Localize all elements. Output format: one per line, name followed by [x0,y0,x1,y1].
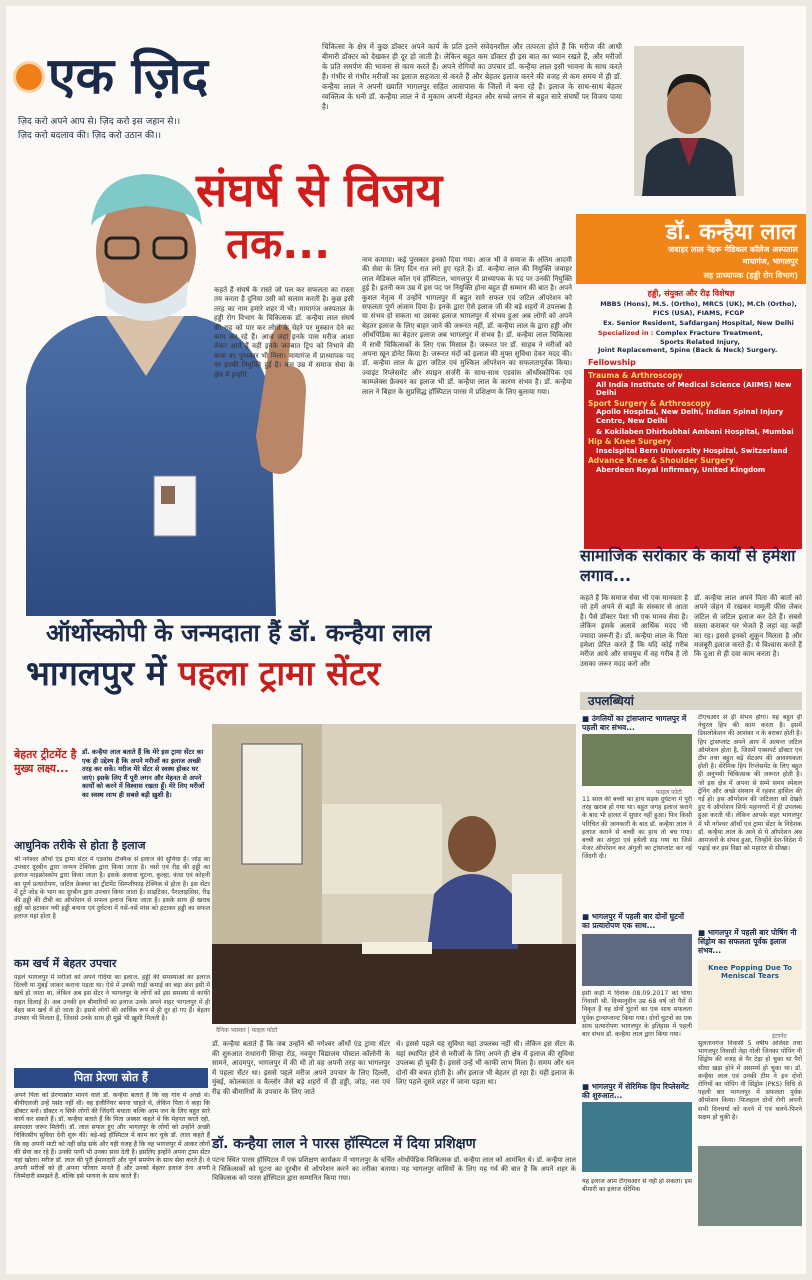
headline-line-2: तक... [226,219,331,268]
arthro-line-2b: पहला ट्रामा सेंटर [178,654,381,694]
fellowship-4-place: Inselspital Bern University Hospital, Switzerland [596,446,788,455]
clinic-caption-source: दैनिक भास्कर [216,1027,246,1034]
achievement-3-head: ■ भागलपुर में सेरिमिक हिप रिप्लेसमेंट की शुरुआत... [582,1082,689,1100]
profile-designation: सह प्राध्यापक (हड्डी रोग विभाग) [703,271,798,280]
achievement-right-photo [698,1146,802,1226]
fellowship-1-title: Trauma & Arthroscopy [588,371,683,380]
achievement-1-photo [582,734,692,786]
father-title: पिता प्रेरणा स्रोत हैं [74,1071,148,1084]
fellowship-5 [588,457,798,474]
fellowship-5-place: Aberdeen Royal Infirmary, United Kingdom [596,465,766,474]
achievement-1-caption: फाइल फोटो [656,789,682,796]
achievements-title: उपलब्धियां [588,694,634,708]
father-text: अपने पिता को प्रेरणास्रोत मानने वाले डॉ. कन्हैया बताते हैं कि वह गांव में अच्छे थे। बीपीएलजी उन्हें पसंद नहीं थी। वह इंजीनियर बनना चाहते थे, लेकिन पिता ने कहा कि डॉक्टर बनो। डॉक्टर न सिर्फ लोगों की जिंदगी बचाता बल्कि आम जन के लिए बहुत सारे कार्य कर सकते हैं। डॉ. कन्हैया बताते हैं कि पिता अक्सर कहते थे कि मेहनत करते रहो, सफलता जरूर मिलेगी। डॉ. लाल सफल हुए और भागलपुर के लोगों को उन्होंने अच्छी चिकित्सीय सुविधा देनी शुरू की। बड़े-बड़े हॉस्पिटल में काम कर चुके डॉ. लाल कहते हैं कि वह अपनी माटी को नहीं छोड़ सके और यही वजह है कि वह भागलपुर में आकर लोगों की सेवा कर रहे हैं। उनकी पत्नी भी उनका साथ देती है। इसलिए इन्होंने अपना ट्रामा सेंटर यहां खोला। मरीज डॉ. लाल की पूरी ईमानदारी और पूर्ण समर्पण के साथ सेवा करते हैं। वे अपनी मरीजों को ही अपना परिवार मानते हैं और उनको बेहतर इलाज देना अपनी जिम्मेदारी समझते हैं, बल्कि इसे भावना के साथ करते हैं। [14,1092,210,1180]
profile-degrees: MBBS (Hons), M.S. (Ortho), MRCS (UK), M.Ch (Ortho), FICS (USA), FIAMS, FCGP [600,300,797,317]
side-lead: बेहतर ट्रीटमेंट है मुख्य लक्ष्य... [14,748,77,775]
achievement-1-text: 11 साल की बच्ची का हाथ सड़क दुर्घटना में पूरी तरह खराब हो गया था। बहुत जगह इलाज कराने के बाद भी हालत में सुधार नहीं हुआ। फिर किसी परिचित की जानकारी के बाद डॉ. कन्हैया लाल ने इलाज कराने से बच्ची का हाथ तो बच गया। बच्ची का अंगूठा एवं हथेली सड़ गया था जिसे मेजर ऑपरेशन कर अंगुली का ट्रांसप्लांट कर नई जिंदगी दी। [582,796,692,861]
arthro-line-1: ऑर्थोस्कोपी के जन्मदाता हैं डॉ. कन्हैया लाल [46,619,432,647]
achievement-2-head: ■ भागलपुर में पहली बार दोनों घुटनों का प्रत्यारोपण एक साथ... [582,912,684,930]
achievement-3-photo [582,1102,692,1172]
achievement-3-text: यह इलाज आम टीएचआर से नहीं हो सकता। इस बीमारी का इलाज सेरेमिक [582,1178,692,1194]
knee-caption: इंटरनेट [772,1033,787,1040]
quote-bubble [82,748,210,834]
fellowship-label: Fellowship [588,358,636,367]
profile-specialized [598,329,803,355]
intro-paragraph: चिकित्सा के क्षेत्र में कुछ डॉक्टर अपने कार्य के प्रति इतने संवेदनशील और तत्परता होते हैं कि मरीज की आधी बीमारी डॉक्टर को देखकर ही दूर हो जाती है। लेकिन बहुत कम डॉक्टर ही इस बात का ध्यान रखते हैं, और मरीजों के प्रति समर्पण की भावना से काम करते हैं। अपने रोगियों का उपचार डॉ. कन्हैया लाल इसी भावना के साथ करते हैं। गंभीर से गंभीर मरीजों का इलाज सहजता से करते हैं और बेहतर इलाज करने की वजह से कम समय में ही डॉ. कन्हैया लाल ने अपनी ख्याति भागलपुर सहित आसपास के जिलों में बना रहे हैं। इलाज के साथ-साथ बेहतर व्यक्तित्व के धनी डॉ. कन्हैया लाल ने वे मुकाम अपनी मेहनत और सच्चे लगन से बहुत सारे संघर्षों पर विजय पाया है। [322,42,622,111]
knee-image [698,960,802,1030]
masthead-title: एक ज़िद [48,47,209,105]
modern-title: आधुनिक तरीके से होता है इलाज [14,839,146,852]
paras-title: डॉ. कन्हैया लाल ने पारस हॉस्पिटल में दिया प्रशिक्षण [212,1136,476,1152]
profile-name: डॉ. कन्हैया लाल [665,220,796,245]
sun-icon [16,64,42,90]
achievement-2-text: इसी कड़ी में दिनांक 08.09.2017 को घोघा निवासी श्री. दिव्यानुदीन उम्र 68 वर्ष जो पैरों में विकृत है वह दोनों घुटनों का एक साथ सफलता पूर्वक ट्रान्सप्लान्ट किया गया। दोनों घुटनों का एक साथ प्रत्यारोपण भागलपुर के इतिहास में पहली बार संभव डॉ. कन्हैया लाल द्वारा किया गया। [582,990,692,1039]
profile-specialized-1: Complex Fracture Treatment, [655,329,763,337]
clinic-caption: दैनिक भास्कर | फाइल फोटो [216,1027,278,1034]
masthead [6,6,318,156]
fellowship-2-place: Apollo Hospital, New Delhi, Indian Spinal Injury Centre, New Delhi [596,408,784,425]
profile-photo [634,46,744,196]
social-title: सामाजिक सरोकार के कार्यों से हमेशा लगाव... [580,546,796,585]
achievement-right-1: टीएचआर से ही संभव होगा। यह बहुत ही नेचुरल हिप की काम करता है। इसमें डिसलोकेशन की आशंका न के बराबर होती है। हिप ट्रांसप्लांट अपने आप में अत्यन्त जटिल ऑपरेशन होता है, जिसमें एक्सपर्ट डॉक्टर एवं टीम तथा बहुत बड़े सेटअप की आवश्यकता होती है। सेरेमिक हिप रिप्लेसमेंट के लिए बहुत ही अनुभवी चिकित्सक की जरूरत होती है। जो इस क्षेत्र में अपना से सम्मे समय स्पेशल ट्रेनिंग और अच्छे संस्थान में रहकर हासिल की गई हो। इस ऑपरेशन की जटिलता को देखते हुए ये ऑपरेशन सिर्फ महानगरों में ही उपलब्ध हुआ करती थी। लेकिन आपके शहर भागलपुर में भी नगेश्वर ऑर्थो एवं ट्रामा सेंटर के निदेशक डॉ. कन्हैया लाल के आने से ये ऑपरेशन अब आमजनों के संभव हुआ, जिन्होंने देश-विदेश में पढ़ाई कर इस विद्या को महारत से सीखा। [698,714,802,853]
fellowship-3 [588,428,798,437]
profile-specialized-2: Sports Related Injury, [660,337,741,346]
quote-text: डॉ. कन्हैया लाल बताते हैं कि मेरे इस ट्रामा सेंटर का एक ही उद्देश्य है कि अपने मरीजों का इलाज अच्छी तरह कर सकें। मरीज मेरे सेंटर से स्वस्थ होकर घर जाएं। इसके लिए मैं पूरी लगन और मेहनत से अपने कार्यों को करने में विश्वास रखता हूँ। मेरे लिए मरीजों का स्वस्थ लाभ ही सबसे बड़ी ख़ुशी है। [82,748,205,799]
cost-text: पहले भागलपुर में मरीजों को अपने गंदिया का इलाज, हड्डी की समस्याओं का इलाज दिल्ली या मुंबई जाकर कराना पड़ता था। ऐसे में उनकी गाढ़ी कमाई का बड़ा अंश इसी में खर्च हो जाता था, लेकिन अब इस सेंटर ने भागलपुर के लोगों को इस समस्या से काफी राहत दिलाई है। अब उनकी इन बीमारियों का इलाज उनके अपने शहर भागलपुर में ही बेहद कम खर्च में हो जाता है। इससे लोगों की आर्थिक रूप से ही दूर हो गए हैं। बेहतर उपचार भी मिलता है, जिससे उनके साथ ही मुझे भी ख़ुशी मिलती है। [14,974,210,1023]
profile-ex: Ex. Senior Resident, Safdarganj Hospital, New Delhi [603,319,794,327]
social-col-1: कहते हैं कि समाज सेवा भी एक मानवता है जो हमें अपने से बड़ों के संस्कार से आता है। पैसे डॉक्टर पेशा भी एक मानव सेवा है। लेकिन इसके अलावे आर्थिक मदद भी ज्यादा जरूरी है। डॉ. कन्हैया लाल के पिता हमेशा प्रेरित करते हैं कि यदि कोई गरीब मरीज आये और सचमुच में वह गरीब है तो उसका जरूर मदद करो और [580,594,688,668]
paras-text: पटना स्थित पारस हॉस्पिटल में एक प्रशिक्षण कार्यक्रम में भागलपुर के चर्चित ऑर्थोपेडिक चिकित्सक डॉ. कन्हैया लाल को आमंत्रित थे। डॉ. कन्हैया लाल ने चिकित्सकों को घुटना का दूरबीन से ऑपरेशन करने का तरीका बताया। यह भागलपुर वासियों के लिए यह गर्व की बात है कि अपने शहर के चिकित्सक को पारस हॉस्पिटल द्वारा सम्मानित किया गया। [212,1156,576,1183]
profile-specialty: हड्डी, संयुक्त और रीढ़ विशेषज्ञ [647,289,735,298]
knee-label: Knee Popping Due To Meniscal Tears [708,964,792,980]
masthead-tagline-2: ज़िद करो बदलाव की। ज़िद करो उठान की।। [18,131,162,141]
newspaper-page [6,6,806,1274]
clinic-photo [212,724,576,1024]
fellowship-2 [588,400,798,426]
fellowship-4-title: Hip & Knee Surgery [588,437,672,447]
masthead-tagline-1: ज़िद करो अपने आप से। ज़िद करो इस जहान से।। [18,117,181,127]
profile-place: मायागंज, भागलपुर [742,257,798,266]
fellowship-1-place: All India Institute of Medical Science (AIIMS) New Delhi [596,380,792,398]
profile-card [576,36,806,596]
fellowship-4 [588,438,798,455]
clinic-col-2: थे। इससे पहले यह सुविधा यहां उपलब्ध नहीं थी। लेकिन इस सेंटर के यहां स्थापित होने से मरीजों के लिए अपने ही क्षेत्र में इलाज की सुविधा उपलब्ध हो चुकी है। इससे उन्हें भी काफी लाभ मिला है। समय और धन दोनों की बचत होती है। और इलाज भी बेहतर हो रहा है। यही इलाज के लिए पहले दूसरे शहर में जाना पड़ता था। [396,1040,574,1087]
story-col-2: नाम कमाया। कई पुरस्कार इनको दिया गया। आज भी वे समाज के अंतिम आदमी की सेवा के लिए दिन रात लगे हुए रहते हैं। डॉ. कन्हैया लाल की नियुक्ति जवाहर लाल मेडिकल कॉल एवं हॉस्पिटल, भागलपुर में प्राध्यापक के पद पर उनकी नियुक्ति हुई है। इतनी कम उम्र में इस पद पर नियुक्ति होना बहुत ही सम्मान की बात है। अपने कुशल नेतृत्व में उन्होंने भागलपुर में बहुत सारे सफल एवं जटिल ऑपरेशन को सफलता पूर्ण अंजाम दिया है। इनके द्वारा ऐसे इलाज जी की बड़े शहरों में उपलब्ध है या संभव हो सकता था उसका इलाज भागलपुर में संभव हुआ अब लोगों को अपने बेहतर इलाज के लिए बाहर जाने की जरूरत नहीं, डॉ. कन्हैया लाल के द्वारा हड्डी और ऑर्थोपेडिक का बेहतर इलाज अब भागलपुर में संभव है। डॉ. कन्हैया लाल चिकित्सा में सभी चिकित्सकों के लिए एक मिसाल हैं। जरूरत पर डॉ. साहब ने मरीजों को अपना खून डोनेट किया है। जरूरत मंदों को इलाज की मुफ्त सुविधा देकर मदद की। डॉ. कन्हैया लाल के द्वारा जटिल एवं मुश्किल ऑपरेशन का सफलतापूर्वक किया। ज्वाइंट रिप्लेसमेंट और स्पाइन सर्जरी के साथ-साथ एडवांस ऑर्थोस्कोपिक एवं काम्प्लेक्स फ्रैक्चर का इलाज भी डॉ. कन्हैया लाल के कारण संभव है। डॉ. कन्हैया लाल ने बिहार के सुप्रसिद्ध हॉस्पिटल पारस में प्रशिक्षण के लिए बुलाया गया। [362,256,572,396]
cost-title: कम खर्च में बेहतर उपचार [14,957,117,970]
achievement-2-photo [582,934,692,986]
arthro-line-2a: भागलपुर में [26,654,167,694]
profile-specialized-label: Specialized in : [598,329,654,337]
achievement-right-2-text: सुलतानगंज निवासी 5 वर्षीय अलिसा तथा भागलपुर निवासी नेहा गोली जिनका पोपिंग नी सिंड्रोम की वजह से पैर टेढ़ा हो चुका था पैरों सीधा खड़ा होने में असमर्थ हो चुका था। डॉ. कन्हैया लाल एवं उनकी टीम ने इन दोनों रोगियों का पोपिंग नी सिंड्रोम (PKS) विधि से पहली बार भागलपुर में सफलता पूर्वक ऑपरेशन किया। फिलहाल दोनों रोगी अपनी सभी दिनचर्या को करने में एवं चलने-फिरने सक्षम हो चुकी है। [698,1040,802,1121]
social-col-2: डॉ. कन्हैया लाल अपने पिता की बातों को अपने जेहन में रखकर मामूली फीस लेकर जटिल से जटिल इलाज कर देते हैं। सबसे सस्ता कराकर घर भेजते हैं जहां वह कहीं का रह। इससे इनको शुकून मिलता है और मजबूरी इलाज करते हैं। ये विश्वास करते हैं कि दुआ से ही दवा काम करता है। [694,594,802,659]
achievement-1-head: ■ उंगलियों का ट्रांसप्लान्ट भागलपुर में पहली बार संभव... [582,714,687,732]
fellowship-2-title: Sport Surgery & Arthroscopy [588,398,711,408]
arthro-line-2 [26,654,586,694]
modern-text: श्री नगेश्वर ऑर्थो एंड ट्रामा सेंटर में एडवांस टेक्निक से इलाज की सुविधा है। जोड़ का उपचार दूरबीन द्वारा जन्मन टेक्निक द्वारा किया जाता है। नसों एवं रीढ़ की हड्डी का इलाज माइक्रोस्कोप द्वारा किया जाता है। इसके अलावा घुटना, कुल्हा, कंधा एवं कोहनी का पूर्ण प्रत्यारोपण, जटिल फ्रेक्चर का ट्रीटमेंट सिम्प्लीफाइ टेक्निक से होता है। इस सेंटर में टूटे जोड़ के भाग का दूरबीन द्वारा उपचार किया जाता है। साइटिका, पैरालाइसिस, रीढ़ की हड्डी की टीबी का ऑपरेशन से सफल इलाज किया जाता है। इसके साथ ही खराब हड्डी को हटाकर नयी हड्डी बनाना एवं दुर्घटना में नसें-नसें मांस को हटाकर हड्डी का सफल इलाज यहां होता है [14,856,210,921]
profile-college: जवाहर लाल नेहरू मेडिकल कॉलेज अस्पताल [668,245,798,254]
clinic-col-1: डॉ. कन्हैया बताते हैं कि जब उन्होंने श्री नगेश्वर ऑर्थो एंड ट्रामा सेंटर की शुरुआत राधारानी सिन्हा रोड, नवयुग विद्यालय पोस्टल कॉलोनी के सामने, आदमपुर, भागलपुर में की थी तो वह अपनी तरह का भागलपुर में पहला सेंटर था। इससे पहले मरीज अपने उपचार के लिए दिल्ली, मुंबई, कोलकाता व वैल्लोर जैसे बड़े शहरों में ही हड्डी, जोड़, नस एवं रीढ़ की बीमारियों के उपचार के लिए जाते [212,1040,390,1096]
fellowship-box [584,369,802,549]
story-col-1: कहते हैं संघर्ष के रास्ते जो पल कर सफलता का रास्ता तय करता है दुनिया उसी को सलाम करती है। कुछ इसी तरह का नाम हमारे शहर में भी। मायागंज अस्पताल के हड्डी रोग विभाग के चिकित्सक डॉ. कन्हैया लाल संघर्ष की राह को पार कर लोगों के चेहरे पर मुस्कान देने का काम कर रहे हैं। आज जहां इनके पास मरीज आशा लेकर आते हैं वहीं इनके जज्बात ट्रिप को निभाने की कला का पुरस्कार भी मिला। मायागंज में प्राध्यापक पद पर इनकी नियुक्ति हुई है। कम उम्र में समाज सेवा के क्षेत्र में इन्होंने [214,286,354,379]
profile-specialized-3: Joint Replacement, Spine (Back & Neck) Surgery. [598,346,778,354]
achievement-right-2-head: ■ भागलपुर में पहली बार पोषिंग नी सिंड्रोम का सफलता पूर्वक इलाज संभव... [698,928,797,955]
fellowship-5-title: Advance Knee & Shoulder Surgery [588,456,734,466]
fellowship-1 [588,372,798,398]
headline-line-1: संघर्ष से विजय [196,163,443,217]
fellowship-3-place: & Kokilaben Dhirbubhai Ambani Hospital, Mumbai [596,427,794,436]
clinic-caption-type: फाइल फोटो [251,1027,278,1034]
